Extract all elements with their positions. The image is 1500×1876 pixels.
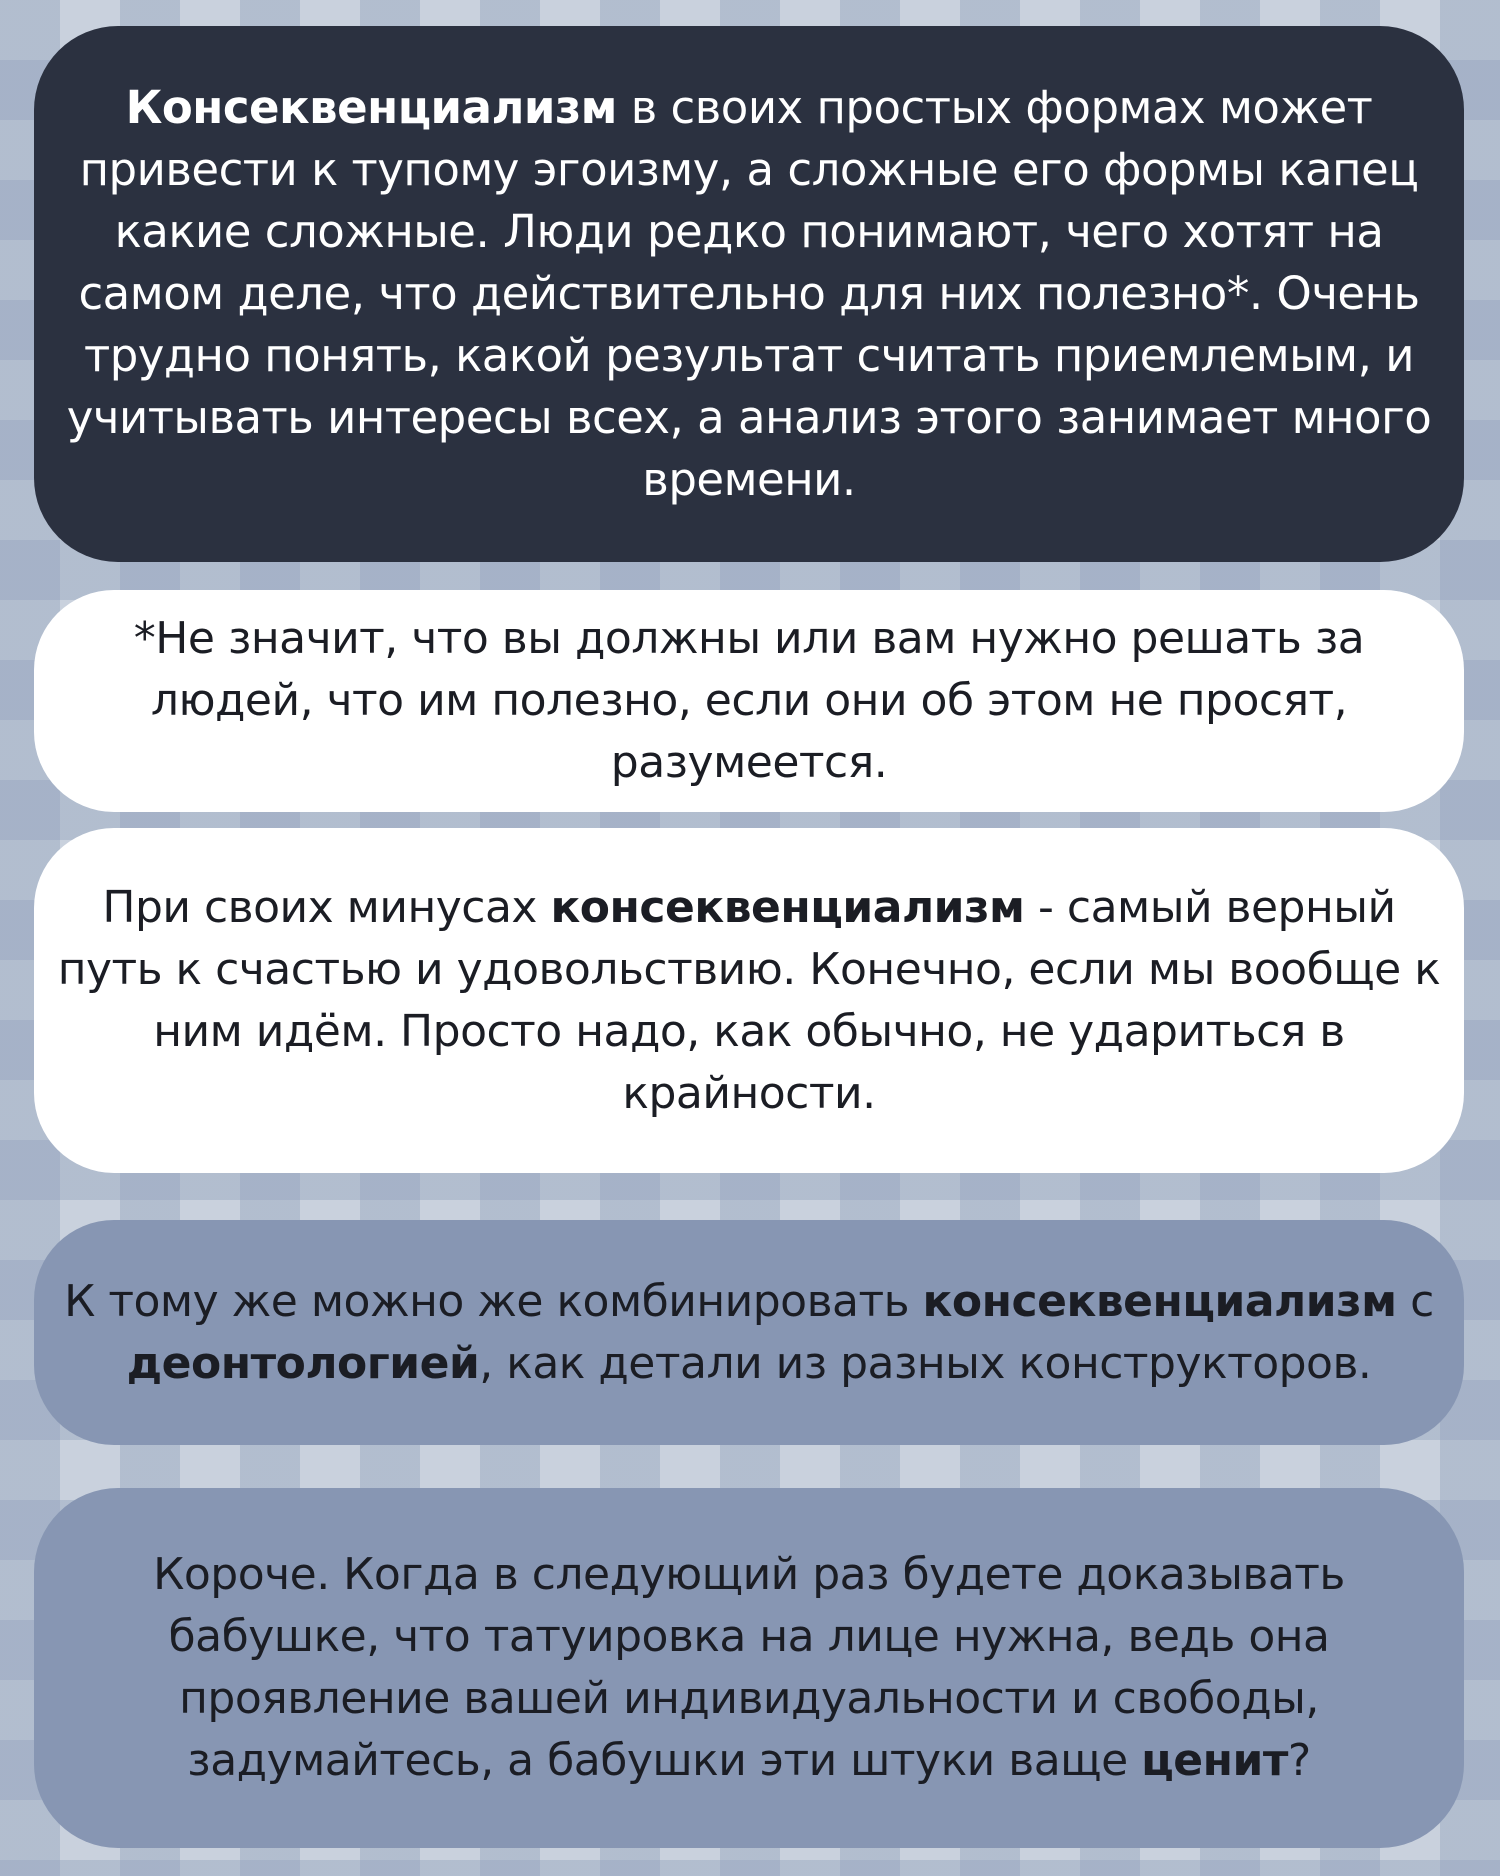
text-card-blue <box>34 1220 1464 1445</box>
text-segment: в своих простых формах может привести к тупому эгоизму, а сложные его формы капец какие сложные. Люди редко понимают, чего хотят на самом деле, что действительно для них полезно*. Очень трудно понять, какой результат считать приемлемым, и учитывать интересы всех, а анализ этого занимает много времени. <box>66 81 1432 506</box>
card-text <box>56 77 1442 511</box>
text-segment: - самый верный путь к счастью и удовольствию. Конечно, если мы вообще к ним идём. Просто надо, как обычно, не удариться в крайности. <box>57 881 1441 1119</box>
emphasis-text: ценит <box>1141 1735 1288 1786</box>
text-segment: ? <box>1287 1735 1311 1786</box>
text-segment: При своих минусах <box>102 881 551 933</box>
emphasis-text: консеквенциализм <box>922 1275 1397 1327</box>
text-card-white <box>34 828 1464 1173</box>
card-text <box>56 608 1442 794</box>
conclusion-card <box>34 1488 1464 1848</box>
text-segment: *Не значит, что вы должны или вам нужно решать за людей, что им полезно, если они об этом не просят, разумеется. <box>133 613 1365 788</box>
text-card-dark <box>34 26 1464 562</box>
emphasis-text: деонтологией <box>126 1337 480 1389</box>
text-segment: К тому же можно же комбинировать <box>64 1275 923 1327</box>
text-segment: , как детали из разных конструкторов. <box>479 1337 1372 1389</box>
card-text <box>56 877 1442 1125</box>
emphasis-text: консеквенциализм <box>550 881 1025 933</box>
text-segment: с <box>1396 1275 1434 1327</box>
card-text <box>56 1271 1442 1395</box>
card-text <box>56 1544 1442 1792</box>
text-segment: Короче. Когда в следующий раз будете доказывать бабушке, что татуировка на лице нужна, ведь она проявление вашей индивидуальности и свободы, задумайтесь, а бабушки эти штуки ваще <box>153 1549 1345 1786</box>
emphasis-text: Консеквенциализм <box>125 81 617 134</box>
footnote-card <box>34 590 1464 812</box>
